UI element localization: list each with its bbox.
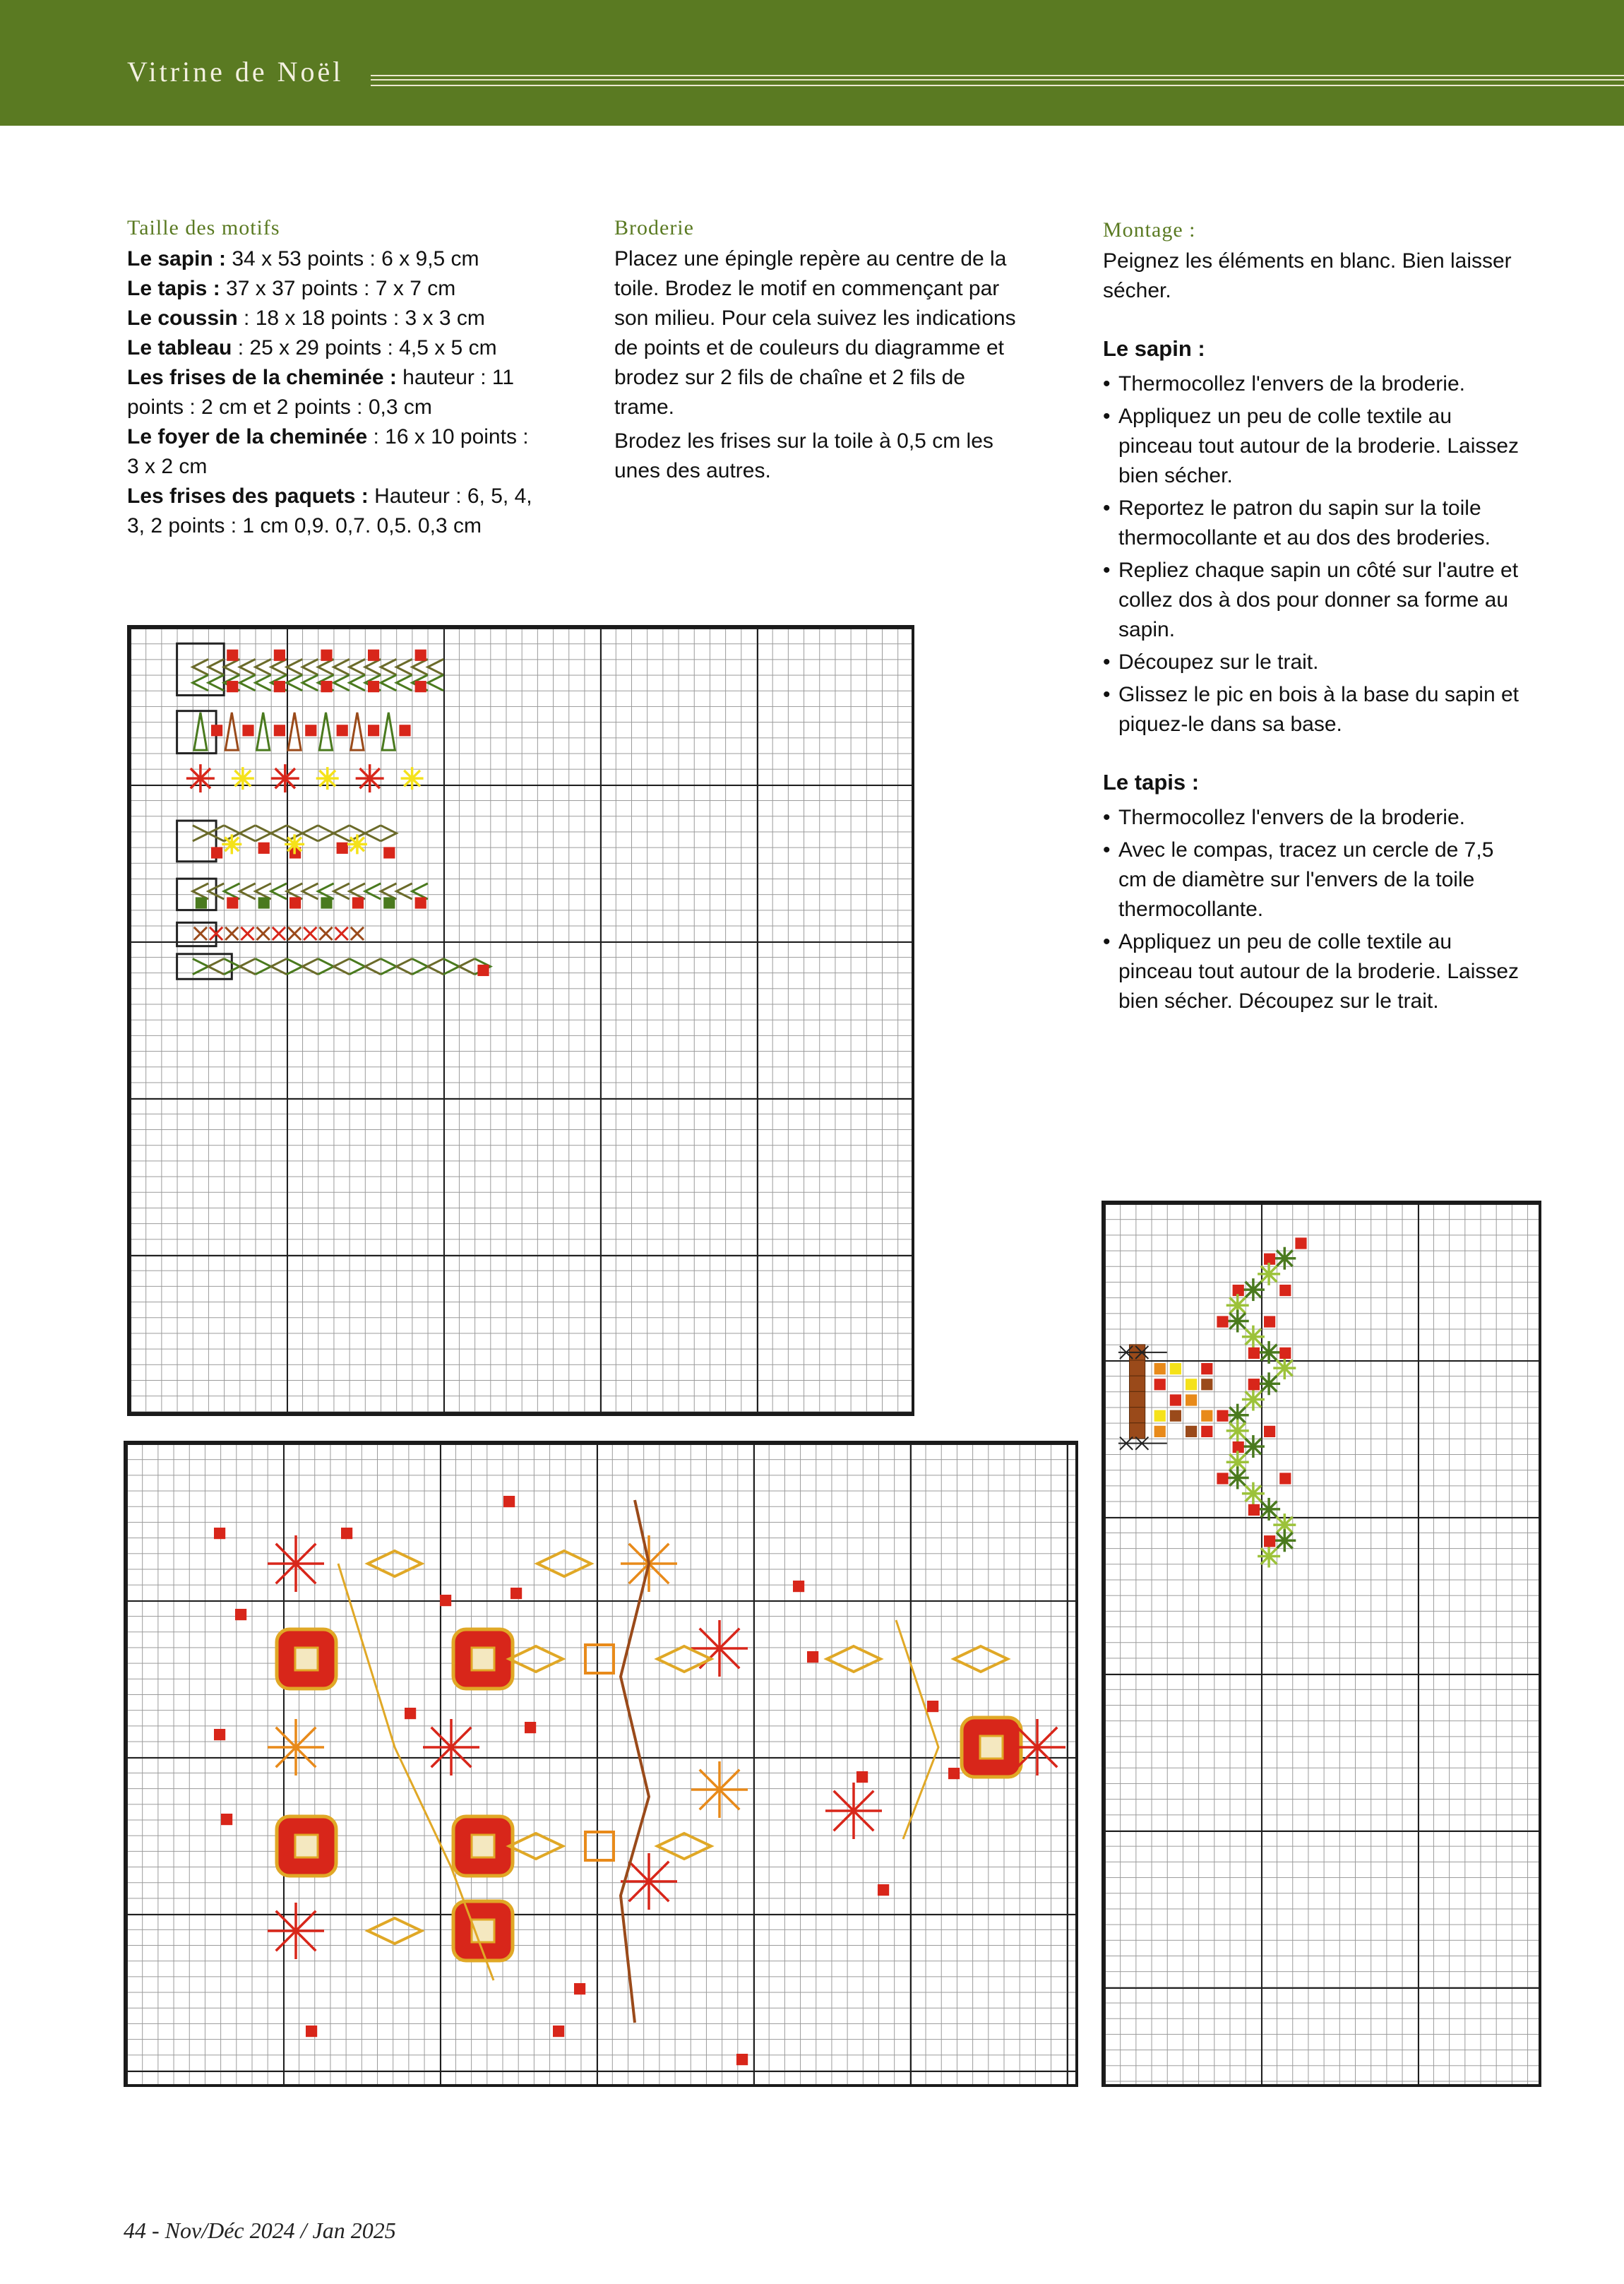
stitch-square (399, 725, 410, 736)
hearth-stitch (1130, 1391, 1145, 1407)
fireplace-pattern (1104, 1203, 1544, 2090)
size-row (127, 304, 544, 333)
stitch-square (1154, 1426, 1166, 1437)
stitch-square (1154, 1379, 1166, 1390)
stitch-square (1170, 1394, 1181, 1405)
diamond-stitch (657, 1833, 711, 1859)
diamond-stitch (657, 1646, 711, 1672)
diamond-stitch (368, 1918, 422, 1944)
stitch-square (274, 725, 285, 736)
stitch-square (368, 681, 379, 692)
stitch-square (227, 897, 238, 908)
size-label: Le tapis : (127, 277, 220, 300)
stitch-square (305, 725, 316, 736)
chevron-stitch (271, 958, 287, 974)
stitch-square (1217, 1410, 1228, 1422)
stitch-square (1201, 1379, 1212, 1390)
chevron-stitch (459, 958, 474, 974)
medallion-centre (980, 1736, 1003, 1759)
step-item: • Repliez chaque sapin un côté sur l'autre et collez dos à dos pour donner sa forme au sapin. (1103, 556, 1527, 645)
broderie-paragraph-1: Placez une épingle repère au centre de la toile. Brodez le motif en commençant par son milieu. Pour cela suivez les indications de points et de couleurs du diagramme et brodez sur 2 fils de chaîne et 2 fils de trame. (614, 247, 1016, 419)
size-value: 34 x 53 points : 6 x 9,5 cm (226, 247, 479, 270)
size-row (127, 482, 544, 541)
size-value: : 18 x 18 points : 3 x 3 cm (237, 307, 485, 330)
stitch-square (793, 1581, 804, 1592)
stitch-square (383, 847, 395, 858)
stitch-square (235, 1609, 246, 1620)
stitch-square (321, 650, 332, 661)
montage-column (1103, 215, 1527, 1019)
square-stitch (585, 1832, 614, 1860)
step-item: • Thermocollez l'envers de la broderie. (1103, 369, 1527, 399)
hearth-stitch (1130, 1376, 1145, 1391)
rug-pattern (126, 1444, 1081, 2090)
size-value: : 25 x 29 points : 4,5 x 5 cm (232, 336, 497, 359)
tapis-title: Le tapis : (1103, 770, 1200, 795)
medallion-centre (472, 1648, 494, 1670)
diamond-stitch (537, 1551, 591, 1576)
stitch-square (525, 1722, 536, 1733)
stitch-square (1186, 1394, 1197, 1405)
size-label: Le tableau (127, 336, 232, 359)
stitch-square (415, 897, 426, 908)
chevron-stitch (396, 958, 412, 974)
stitch-square (1154, 1363, 1166, 1374)
chart-fireplace (1101, 1201, 1541, 2087)
stitch-square (214, 1528, 225, 1539)
vine-stitch (896, 1620, 938, 1839)
chevron-stitch (334, 826, 350, 841)
hearth-stitch (1130, 1360, 1145, 1376)
stitch-square (1279, 1285, 1291, 1296)
stitch-square (383, 897, 395, 908)
step-item: • Appliquez un peu de colle textile au pinceau tout autour de la broderie. Laissez bien sécher. (1103, 402, 1527, 491)
size-value: : 16 x 10 points : 3 x 2 cm (127, 425, 529, 478)
diamond-stitch (954, 1646, 1008, 1672)
chevron-stitch (302, 826, 318, 841)
stitch-square (948, 1768, 960, 1779)
tree-stitch (194, 713, 207, 750)
stitch-square (1217, 1316, 1228, 1327)
stitch-square (405, 1708, 416, 1719)
stitch-square (211, 725, 222, 736)
stitch-square (289, 897, 301, 908)
tree-stitch (382, 713, 395, 750)
sizes-list (127, 244, 544, 541)
step-item: • Découpez sur le trait. (1103, 648, 1527, 677)
stitch-square (242, 725, 253, 736)
size-row (127, 422, 544, 482)
size-row (127, 333, 544, 363)
sizes-heading: Taille des motifs (127, 216, 280, 239)
chevron-stitch (271, 826, 287, 841)
stitch-square (211, 847, 222, 858)
stitch-square (341, 1528, 352, 1539)
tree-stitch (319, 713, 332, 750)
chevron-stitch (412, 884, 428, 899)
size-value: 37 x 37 points : 7 x 7 cm (220, 277, 456, 300)
size-label: Les frises de la cheminée : (127, 366, 397, 389)
sizes-column (127, 213, 544, 541)
size-row (127, 244, 544, 274)
broderie-heading: Broderie (614, 216, 694, 239)
stitch-square (368, 725, 379, 736)
stitch-square (415, 650, 426, 661)
tree-stitch (225, 713, 238, 750)
stitch-square (1217, 1473, 1228, 1484)
page-footer: 44 - Nov/Déc 2024 / Jan 2025 (124, 2218, 396, 2243)
tree-stitch (257, 713, 270, 750)
stitch-square (337, 725, 348, 736)
stitch-square (274, 681, 285, 692)
header-rule (371, 75, 1624, 86)
stitch-square (368, 650, 379, 661)
broderie-paragraph-2: Brodez les frises sur la toile à 0,5 cm les unes des autres. (614, 429, 993, 482)
stitch-square (1201, 1426, 1212, 1437)
step-item: • Reportez le patron du sapin sur la toile thermocollante et au dos des broderies. (1103, 494, 1527, 553)
stitch-square (321, 897, 332, 908)
chevron-stitch (365, 958, 381, 974)
step-item: • Thermocollez l'envers de la broderie. (1103, 803, 1527, 833)
stitch-square (1248, 1379, 1260, 1390)
diamond-stitch (509, 1833, 563, 1859)
chevron-stitch (428, 675, 443, 691)
stitch-square (1248, 1504, 1260, 1516)
stitch-square (511, 1588, 522, 1599)
stitch-square (1170, 1410, 1181, 1422)
medallion-centre (295, 1835, 318, 1857)
size-value: Hauteur : 6, 5, 4, 3, 2 points : 1 cm 0,9. 0,7. 0,5. 0,3 cm (127, 484, 532, 537)
stitch-square (306, 2026, 317, 2037)
size-row (127, 363, 544, 422)
stitch-square (196, 897, 207, 908)
montage-intro: Peignez les éléments en blanc. Bien laisser sécher. (1103, 249, 1512, 302)
stitch-square (1154, 1410, 1166, 1422)
diamond-stitch (368, 1551, 422, 1576)
stitch-square (477, 965, 489, 976)
chevron-stitch (302, 958, 318, 974)
stitch-square (214, 1729, 225, 1740)
stitch-square (878, 1884, 889, 1896)
stitch-square (415, 681, 426, 692)
step-item: • Glissez le pic en bois à la base du sapin et piquez-le dans sa base. (1103, 680, 1527, 739)
stitch-square (927, 1701, 938, 1712)
step-item: • Avec le compas, tracez un cercle de 7,5 cm de diamètre sur l'envers de la toile thermocollante. (1103, 835, 1527, 924)
stitch-square (227, 650, 238, 661)
diamond-stitch (509, 1646, 563, 1672)
chevron-stitch (428, 659, 443, 674)
stitch-square (1279, 1348, 1291, 1359)
stitch-square (440, 1595, 451, 1606)
stitch-square (503, 1496, 515, 1507)
size-label: Les frises des paquets : (127, 484, 369, 508)
chevron-stitch (365, 826, 381, 841)
stitch-square (856, 1771, 868, 1783)
stitch-square (1170, 1363, 1181, 1374)
stitch-square (258, 843, 270, 854)
tapis-steps (1103, 803, 1527, 1016)
square-stitch (585, 1645, 614, 1673)
stitch-square (352, 897, 364, 908)
chevron-stitch (208, 958, 224, 974)
stitch-square (321, 681, 332, 692)
frieze-outline (177, 954, 232, 980)
stitch-square (736, 2054, 748, 2065)
stitch-square (807, 1651, 818, 1663)
medallion-centre (472, 1835, 494, 1857)
diamond-stitch (827, 1646, 880, 1672)
stitch-square (1186, 1379, 1197, 1390)
stitch-square (221, 1814, 232, 1825)
hearth-stitch (1130, 1423, 1145, 1439)
vine-stitch (338, 1564, 494, 1980)
broderie-column (614, 213, 1031, 486)
step-item: • Appliquez un peu de colle textile au pinceau tout autour de la broderie. Laissez bien sécher. Découpez sur le trait. (1103, 927, 1527, 1016)
size-row (127, 274, 544, 304)
stitch-square (1264, 1426, 1275, 1437)
section-title: Vitrine de Noël (127, 56, 344, 88)
stitch-square (1201, 1363, 1212, 1374)
size-label: Le foyer de la cheminée (127, 425, 368, 448)
sapin-title: Le sapin : (1103, 336, 1205, 361)
tree-stitch (351, 713, 364, 750)
chart-rug (124, 1441, 1078, 2087)
stitch-square (227, 681, 238, 692)
stitch-square (1248, 1348, 1260, 1359)
hearth-stitch (1130, 1408, 1145, 1423)
size-label: Le coussin (127, 307, 238, 330)
montage-heading: Montage : (1103, 218, 1196, 242)
stitch-square (337, 843, 348, 854)
chevron-stitch (381, 826, 396, 841)
stitch-square (274, 650, 285, 661)
medallion-centre (295, 1648, 318, 1670)
tree-stitch (288, 713, 301, 750)
chevron-stitch (239, 958, 255, 974)
stitch-square (1295, 1237, 1306, 1249)
chevron-stitch (334, 958, 350, 974)
stitch-square (1186, 1426, 1197, 1437)
chevron-stitch (428, 958, 443, 974)
friezes-pattern (130, 628, 917, 1419)
stitch-square (574, 1983, 585, 1994)
frieze-outline (177, 922, 217, 946)
size-label: Le sapin : (127, 247, 227, 270)
stitch-square (1201, 1410, 1212, 1422)
stitch-square (1279, 1473, 1291, 1484)
sapin-steps (1103, 369, 1527, 739)
size-value: hauteur : 11 points : 2 cm et 2 points : 0,3 cm (127, 366, 515, 419)
stitch-square (553, 2026, 564, 2037)
stitch-square (1264, 1316, 1275, 1327)
header-bar (0, 0, 1624, 126)
chart-friezes (127, 625, 914, 1416)
chevron-stitch (239, 826, 255, 841)
stitch-square (258, 897, 270, 908)
stitch-square (1264, 1535, 1275, 1547)
